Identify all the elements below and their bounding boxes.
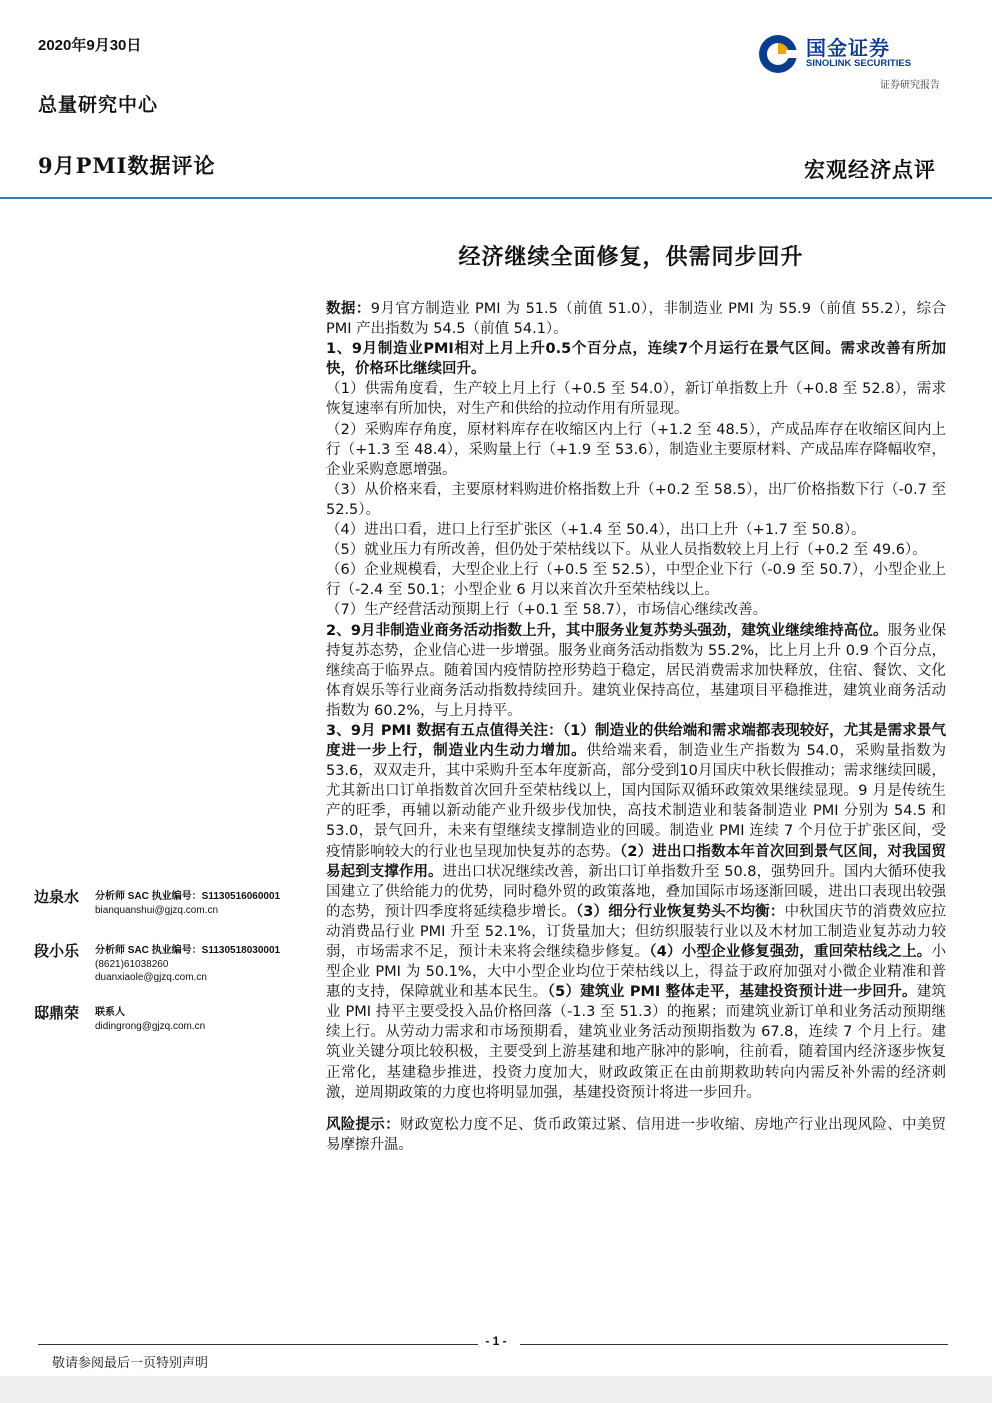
report-body — [326, 299, 946, 1155]
section-3-text-4: 小型企业 PMI 为 50.1%，大中小型企业均位于荣枯线以上，得益于政府加强对小微企业精准和普惠的支持，保障就业和基本民生。 — [326, 944, 947, 1001]
department-name: 总量研究中心 — [38, 94, 159, 116]
section-2-title: 2、9月非制造业商务活动指数上升，其中服务业复苏势头强劲，建筑业继续维持高位。 — [326, 622, 888, 639]
paragraph-gap — [326, 1103, 946, 1115]
risk-text: 财政宽松力度不足、货币政策过紧、信用进一步收缩、房地产行业出现风险、中美贸易摩擦升温。 — [326, 1116, 946, 1153]
page-number: - 1 - — [485, 1334, 507, 1348]
author-info — [95, 890, 280, 917]
data-label: 数据： — [326, 301, 371, 317]
author-role: 分析师 SAC 执业编号：S1130516060001 — [95, 891, 281, 902]
logo-name-cn: 国金证券 — [806, 36, 890, 60]
author-name: 邸鼎荣 — [34, 1004, 80, 1022]
section-2-text: 服务业保持复苏态势，企业信心进一步增强。服务业商务活动指数为 55.2%，比上月上升 0.9 个百分点，继续高于临界点。随着国内疫情防控形势趋于稳定，居民消费需求加快释放，住宿、餐饮、文化体育娱乐等行业商务活动指数持续回升。建筑业保持高位，基建项目平稳推进，建筑业商务活动指数为 60.2%，与上月持平。 — [326, 622, 946, 719]
author-info — [95, 1006, 205, 1033]
author-card — [34, 1002, 314, 1048]
section-3-bold-3: （3）细分行业恢复势头不均衡： — [575, 903, 785, 920]
report-type: 宏观经济点评 — [804, 157, 936, 182]
risk-label: 风险提示： — [326, 1116, 400, 1133]
section-3-text-2: 进出口状况继续改善，新出口订单指数升至 50.8，强势回升。国内大循环使我国建立了供给能力的优势，同时稳外贸的政策落地，叠加国际市场逐渐回暖，进出口表现出较强的态势，预计四季度将延续稳步增长。 — [326, 863, 946, 920]
risk-paragraph — [326, 1115, 946, 1155]
author-card — [34, 940, 314, 994]
section-3-title: 3、9月 PMI 数据有五点值得关注：（1）制造业的供给端和需求端都表现较好，尤其是需求景气度进一步上行，制造业内生动力增加。 — [326, 722, 946, 760]
section-1-point-3: （3）从价格来看，主要原材料购进价格指数上升（+0.2 至 58.5），出厂价格指数下行（-0.7 至 52.5）。 — [326, 481, 946, 518]
author-card — [34, 886, 314, 932]
author-name: 段小乐 — [34, 942, 80, 960]
section-3-bold-2: （2）进出口指数本年首次回到景气区间，对我国贸易起到支撑作用。 — [326, 843, 947, 880]
headline: 经济继续全面修复，供需同步回升 — [458, 244, 804, 270]
author-role: 联系人 — [95, 1007, 125, 1018]
author-email[interactable]: duanxiaole@gjzq.com.cn — [95, 972, 207, 984]
data-text: 9月官方制造业 PMI 为 51.5（前值 51.0），非制造业 PMI 为 55.9（前值 55.2），综合 PMI 产出指数为 54.5（前值 54.1）。 — [326, 301, 946, 338]
author-email[interactable]: didingrong@gjzq.com.cn — [95, 1020, 206, 1032]
footer-disclaimer: 敬请参阅最后一页特别声明 — [52, 1356, 209, 1371]
section-3-bold-4: （4）小型企业修复强劲，重回荣枯线之上。 — [649, 944, 932, 960]
section-1-point-2: （2）采购库存角度，原材料库存在收缩区内上行（+1.2 至 48.5），产成品库存在收缩区间内上行（+1.3 至 48.4），采购量上行（+1.9 至 53.6），制造业主要原材料、产成品库存降幅收窄，企业采购意愿增强。 — [326, 421, 946, 478]
section-3-text-3: 中秋国庆节的消费效应拉动消费品行业 PMI 升至 52.1%，订货量加大；但纺织服装行业以及木材加工制造业复苏动力较弱，市场需求不足，预计未来将会继续稳步修复。 — [326, 903, 947, 960]
author-email[interactable]: bianquanshui@gjzq.com.cn — [95, 904, 219, 916]
section-3-text-1: 供给端来看，制造业生产指数为 54.0，采购量指数为 53.6，双双走升，其中采购升至本年度新高，部分受到10月国庆中秋长假推动；需求继续回暖，尤其新出口订单指数首次回升至荣枯线以上，国内国际双循环政策效果继续显现。9 月是传统生产的旺季，再辅以新动能产业升级步伐加快，高技术制造业和装备制造业 PMI 分别为 54.5 和 53.0，景气回升，未来有望继续支撑制造业的回暖。制造业 PMI 连续 7 个月位于扩张区间，受疫情影响较大的行业也呈现加快复苏的态势。 — [326, 743, 946, 860]
author-phone: (8621)61038260 — [95, 958, 169, 970]
author-info — [95, 944, 280, 985]
report-series-title: 9月PMI数据评论 — [38, 153, 216, 178]
section-1-title-text: 1、9月制造业PMI相对上月上升0.5个百分点，连续7个月运行在景气区间。需求改善有所加快，价格环比继续回升。 — [326, 341, 946, 378]
section-1-title — [326, 339, 946, 379]
logo-subtitle: 证券研究报告 — [880, 80, 940, 91]
footer-divider-right — [520, 1344, 948, 1345]
author-name: 边泉水 — [34, 888, 80, 906]
logo-name-en: SINOLINK SECURITIES — [806, 58, 912, 69]
section-3-bold-5: （5）建筑业 PMI 整体走平，基建投资预计进一步回升。 — [547, 984, 917, 1001]
logo-mark-icon — [756, 32, 800, 76]
section-3-text-5: 建筑业 PMI 持平主要受投入品价格回落（-1.3 至 51.3）的拖累；而建筑业新订单和业务活动预期继续上行。从劳动力需求和市场预期看，建筑业业务活动预期指数为 67.8，连续 7 个月上行。建筑业关键分项比较积极，主要受到上游基建和地产脉冲的影响，往前看，随着国内经济逐步恢复正常化，基建稳步推进，投资力度加大，财政政策正在由前期救助转向内需反补外需的经济刺激，逆周期政策的力度也将明显加强，基建投资预计将进一步回升。 — [326, 984, 947, 1101]
section-2-paragraph — [326, 621, 946, 721]
section-1-point-5: （5）就业压力有所改善，但仍处于荣枯线以下。从业人员指数较上月上行（+0.2 至 49.6）。 — [326, 542, 927, 559]
author-list — [34, 886, 314, 1056]
section-1-point-4: （4）进出口看，进口上行至扩张区（+1.4 至 50.4），出口上升（+1.7 至 50.8）。 — [326, 522, 866, 539]
section-3-paragraph — [326, 721, 946, 1103]
data-paragraph — [326, 299, 946, 339]
section-1-point-7: （7）生产经营活动预期上行（+0.1 至 58.7），市场信心继续改善。 — [326, 602, 768, 619]
report-date: 2020年9月30日 — [38, 37, 142, 54]
author-role: 分析师 SAC 执业编号：S1130518030001 — [95, 945, 281, 956]
section-1-point-1: （1）供需角度看，生产较上月上行（+0.5 至 54.0），新订单指数上升（+0.8 至 52.8），需求恢复速率有所加快，对生产和供给的拉动作用有所显现。 — [326, 381, 946, 418]
footer-bar — [0, 1376, 992, 1403]
section-1-point-6: （6）企业规模看，大型企业上行（+0.5 至 52.5），中型企业下行（-0.9 至 50.7），小型企业上行（-2.4 至 50.1；小型企业 6 月以来首次升至荣枯线以上。 — [326, 562, 946, 599]
header-divider — [0, 197, 992, 199]
company-logo — [756, 30, 946, 90]
